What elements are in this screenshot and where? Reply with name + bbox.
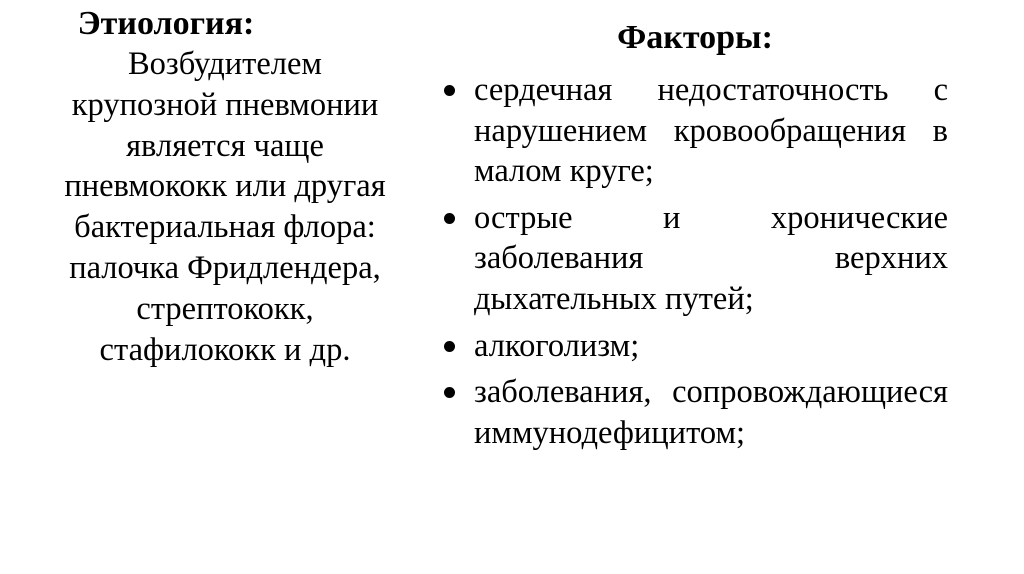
etiology-text: Возбудителем крупозной пневмонии является чаще пневмококк или другая бактериальная флора: палочка Фридлендера, стрептококк, стафилококк и др. xyxy=(64,46,386,368)
factors-section xyxy=(440,18,948,459)
factor-text: алкоголизм; xyxy=(474,327,640,364)
factor-item xyxy=(440,326,948,367)
factor-text: сердечная недостаточность с нарушением кровообращения в малом круге; xyxy=(474,72,948,190)
factor-text: острые и хронические заболевания верхних дыхательных путей; xyxy=(474,199,948,317)
etiology-title: Этиология: xyxy=(77,5,255,42)
bullet-icon xyxy=(444,341,455,352)
factor-item xyxy=(440,372,948,453)
bullet-icon xyxy=(444,85,455,96)
factor-item xyxy=(440,70,948,192)
factors-list xyxy=(440,70,948,453)
factor-text: заболевания, сопровождающиеся иммунодефицитом; xyxy=(474,374,948,451)
factors-title: Факторы: xyxy=(617,19,773,56)
bullet-icon xyxy=(444,213,455,224)
bullet-icon xyxy=(444,387,455,398)
factor-item xyxy=(440,198,948,320)
etiology-section xyxy=(60,4,390,370)
